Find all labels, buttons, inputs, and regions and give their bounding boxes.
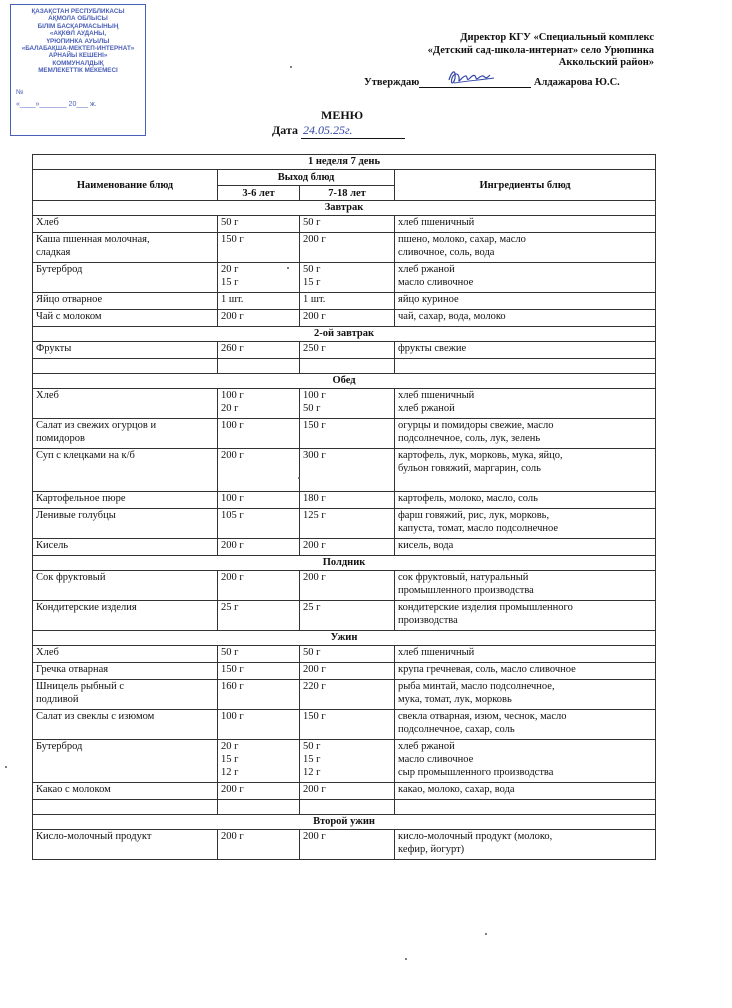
portion-7-18-line: 220 г bbox=[303, 681, 326, 692]
dish-name bbox=[33, 830, 218, 860]
portion-3-6 bbox=[218, 680, 300, 710]
scan-speck bbox=[5, 766, 7, 768]
portion-3-6-line: 100 г bbox=[221, 390, 244, 401]
date-value: 24.05.25г. bbox=[301, 123, 405, 139]
portion-7-18-line: 15 г bbox=[303, 754, 321, 765]
ingredients-line: хлеб пшеничный bbox=[398, 390, 475, 401]
portion-3-6-line: 260 г bbox=[221, 343, 244, 354]
menu-row bbox=[33, 293, 656, 310]
dish-name-line: Шницель рыбный с bbox=[36, 681, 124, 692]
dish-name bbox=[33, 293, 218, 310]
ingredients-line: масло сливочное bbox=[398, 277, 474, 288]
section-row bbox=[33, 631, 656, 646]
approval-line-1: Директор КГУ «Специальный комплекс bbox=[460, 32, 654, 43]
stamp-line: ҮРЮПИНКА АУЫЛЫ bbox=[46, 37, 110, 45]
ingredients bbox=[395, 783, 656, 800]
portion-7-18-line: 100 г bbox=[303, 390, 326, 401]
dish-name-line: Хлеб bbox=[36, 647, 59, 658]
empty-cell bbox=[395, 359, 656, 374]
dish-name bbox=[33, 216, 218, 233]
section-title: Завтрак bbox=[33, 201, 656, 216]
menu-row bbox=[33, 310, 656, 327]
dish-name bbox=[33, 263, 218, 293]
scan-speck bbox=[298, 477, 300, 479]
empty-row bbox=[33, 800, 656, 815]
portion-3-6-line: 15 г bbox=[221, 754, 239, 765]
menu-row bbox=[33, 680, 656, 710]
date-line bbox=[272, 123, 405, 139]
portion-3-6 bbox=[218, 449, 300, 492]
portion-7-18-line: 200 г bbox=[303, 572, 326, 583]
portion-3-6 bbox=[218, 571, 300, 601]
portion-7-18 bbox=[300, 449, 395, 492]
portion-7-18 bbox=[300, 419, 395, 449]
ingredients-line: хлеб пшеничный bbox=[398, 217, 475, 228]
dish-name bbox=[33, 680, 218, 710]
menu-row bbox=[33, 216, 656, 233]
portion-7-18 bbox=[300, 263, 395, 293]
ingredients bbox=[395, 310, 656, 327]
portion-3-6-line: 12 г bbox=[221, 767, 239, 778]
ingredients-line: подсолнечное, сахар, соль bbox=[398, 724, 515, 735]
ingredients-line: производства bbox=[398, 615, 458, 626]
dish-name-line: Кондитерские изделия bbox=[36, 602, 137, 613]
dish-name-line: Хлеб bbox=[36, 217, 59, 228]
portion-3-6-line: 200 г bbox=[221, 311, 244, 322]
dish-name bbox=[33, 783, 218, 800]
approval-line-2: «Детский сад-школа-интернат» село Урюпинка bbox=[427, 44, 654, 56]
portion-3-6 bbox=[218, 342, 300, 359]
portion-3-6 bbox=[218, 601, 300, 631]
section-row bbox=[33, 815, 656, 830]
portion-3-6-line: 100 г bbox=[221, 420, 244, 431]
portion-7-18-line: 125 г bbox=[303, 510, 326, 521]
portion-3-6-line: 100 г bbox=[221, 711, 244, 722]
portion-7-18 bbox=[300, 342, 395, 359]
portion-3-6 bbox=[218, 646, 300, 663]
portion-7-18-line: 50 г bbox=[303, 741, 321, 752]
portion-7-18 bbox=[300, 216, 395, 233]
menu-row bbox=[33, 710, 656, 740]
portion-7-18-line: 1 шт. bbox=[303, 294, 326, 305]
ingredients bbox=[395, 509, 656, 539]
portion-7-18-line: 250 г bbox=[303, 343, 326, 354]
dish-name-line: Салат из свежих огурцов и bbox=[36, 420, 157, 431]
dish-name-line: подливой bbox=[36, 694, 79, 705]
menu-row bbox=[33, 539, 656, 556]
portion-7-18-line: 25 г bbox=[303, 602, 321, 613]
stamp-line: МЕМЛЕКЕТТІК МЕКЕМЕСІ bbox=[38, 67, 118, 75]
ingredients-line: картофель, лук, морковь, мука, яйцо, bbox=[398, 450, 563, 461]
ingredients-line: пшено, молоко, сахар, масло bbox=[398, 234, 526, 245]
portion-7-18 bbox=[300, 601, 395, 631]
ingredients-line: хлеб ржаной bbox=[398, 403, 455, 414]
col-header-output: Выход блюд bbox=[218, 170, 395, 186]
dish-name-line: Картофельное пюре bbox=[36, 493, 126, 504]
portion-3-6 bbox=[218, 663, 300, 680]
stamp-line: АҚМОЛА ОБЛЫСЫ bbox=[48, 15, 108, 23]
portion-3-6-line: 200 г bbox=[221, 540, 244, 551]
section-row bbox=[33, 327, 656, 342]
portion-7-18 bbox=[300, 310, 395, 327]
portion-7-18-line: 50 г bbox=[303, 647, 321, 658]
empty-cell bbox=[395, 800, 656, 815]
portion-7-18 bbox=[300, 509, 395, 539]
portion-7-18-line: 50 г bbox=[303, 403, 321, 414]
stamp-line: «БАЛАБАҚША-МЕКТЕП-ИНТЕРНАТ» bbox=[21, 45, 135, 53]
menu-row bbox=[33, 601, 656, 631]
ingredients bbox=[395, 216, 656, 233]
portion-3-6-line: 200 г bbox=[221, 784, 244, 795]
dish-name bbox=[33, 389, 218, 419]
empty-row bbox=[33, 359, 656, 374]
menu-row bbox=[33, 492, 656, 509]
col-header-dish: Наименование блюд bbox=[33, 170, 218, 201]
dish-name-line: Какао с молоком bbox=[36, 784, 111, 795]
menu-row bbox=[33, 783, 656, 800]
portion-3-6-line: 50 г bbox=[221, 217, 239, 228]
portion-7-18 bbox=[300, 646, 395, 663]
portion-3-6-line: 15 г bbox=[221, 277, 239, 288]
scan-speck bbox=[485, 933, 487, 935]
portion-3-6-line: 150 г bbox=[221, 234, 244, 245]
portion-3-6 bbox=[218, 293, 300, 310]
portion-7-18 bbox=[300, 571, 395, 601]
ingredients bbox=[395, 449, 656, 492]
director-name: Алдажарова Ю.С. bbox=[533, 77, 620, 88]
empty-cell bbox=[33, 359, 218, 374]
stamp-date-line: «____»_______ 20___ ж. bbox=[16, 101, 97, 109]
dish-name bbox=[33, 509, 218, 539]
dish-name bbox=[33, 663, 218, 680]
portion-3-6 bbox=[218, 539, 300, 556]
ingredients bbox=[395, 342, 656, 359]
portion-3-6 bbox=[218, 389, 300, 419]
dish-name-line: Суп с клецками на к/б bbox=[36, 450, 135, 461]
stamp-line: АРНАЙЫ КЕШЕНІ» bbox=[48, 52, 108, 60]
dish-name bbox=[33, 449, 218, 492]
dish-name bbox=[33, 539, 218, 556]
ingredients-line: рыба минтай, масло подсолнечное, bbox=[398, 681, 555, 692]
section-title: Второй ужин bbox=[33, 815, 656, 830]
portion-7-18 bbox=[300, 539, 395, 556]
menu-row bbox=[33, 830, 656, 860]
ingredients-line: хлеб пшеничный bbox=[398, 647, 475, 658]
dish-name-line: Салат из свеклы с изюмом bbox=[36, 711, 155, 722]
portion-3-6 bbox=[218, 830, 300, 860]
empty-cell bbox=[218, 359, 300, 374]
dish-name-line: Чай с молоком bbox=[36, 311, 102, 322]
dish-name bbox=[33, 233, 218, 263]
stamp-line: БІЛІМ БАСҚАРМАСЫНЫҢ bbox=[37, 22, 119, 30]
portion-3-6 bbox=[218, 419, 300, 449]
col-header-age-3-6: 3-6 лет bbox=[218, 186, 300, 201]
portion-7-18 bbox=[300, 680, 395, 710]
menu-row bbox=[33, 509, 656, 539]
dish-name-line: Яйцо отварное bbox=[36, 294, 103, 305]
portion-3-6 bbox=[218, 492, 300, 509]
ingredients-line: хлеб ржаной bbox=[398, 264, 455, 275]
ingredients bbox=[395, 740, 656, 783]
portion-3-6-line: 100 г bbox=[221, 493, 244, 504]
scan-speck bbox=[290, 66, 292, 68]
ingredients bbox=[395, 263, 656, 293]
ingredients-line: чай, сахар, вода, молоко bbox=[398, 311, 506, 322]
portion-3-6-line: 150 г bbox=[221, 664, 244, 675]
director-signature bbox=[446, 66, 496, 88]
portion-7-18 bbox=[300, 233, 395, 263]
dish-name-line: помидоров bbox=[36, 433, 85, 444]
ingredients-line: свекла отварная, изюм, чеснок, масло bbox=[398, 711, 567, 722]
section-row bbox=[33, 556, 656, 571]
approval-line-3: Аккольский район» bbox=[558, 57, 654, 68]
ingredients-line: подсолнечное, соль, лук, зелень bbox=[398, 433, 541, 444]
empty-cell bbox=[300, 800, 395, 815]
dish-name-line: Фрукты bbox=[36, 343, 72, 354]
menu-title: МЕНЮ bbox=[321, 108, 364, 122]
ingredients bbox=[395, 646, 656, 663]
portion-3-6 bbox=[218, 310, 300, 327]
dish-name bbox=[33, 310, 218, 327]
portion-7-18-line: 200 г bbox=[303, 540, 326, 551]
portion-3-6 bbox=[218, 783, 300, 800]
official-stamp bbox=[10, 4, 146, 136]
empty-cell bbox=[218, 800, 300, 815]
portion-7-18 bbox=[300, 710, 395, 740]
dish-name bbox=[33, 740, 218, 783]
portion-3-6-line: 20 г bbox=[221, 264, 239, 275]
portion-3-6 bbox=[218, 710, 300, 740]
portion-3-6-line: 105 г bbox=[221, 510, 244, 521]
ingredients-line: сок фруктовый, натуральный bbox=[398, 572, 529, 583]
ingredients bbox=[395, 663, 656, 680]
ingredients-line: масло сливочное bbox=[398, 754, 474, 765]
ingredients-line: кисель, вода bbox=[398, 540, 454, 551]
dish-name-line: Гречка отварная bbox=[36, 664, 109, 675]
dish-name-line: Бутерброд bbox=[36, 264, 83, 275]
ingredients-line: хлеб ржаной bbox=[398, 741, 455, 752]
portion-3-6-line: 50 г bbox=[221, 647, 239, 658]
menu-row bbox=[33, 389, 656, 419]
portion-3-6-line: 200 г bbox=[221, 572, 244, 583]
section-title: Полдник bbox=[33, 556, 656, 571]
portion-7-18-line: 200 г bbox=[303, 784, 326, 795]
menu-row bbox=[33, 740, 656, 783]
menu-body bbox=[33, 201, 656, 860]
empty-cell bbox=[300, 359, 395, 374]
ingredients-line: бульон говяжий, маргарин, соль bbox=[398, 463, 541, 474]
menu-row bbox=[33, 663, 656, 680]
portion-7-18 bbox=[300, 663, 395, 680]
portion-7-18-line: 200 г bbox=[303, 831, 326, 842]
approve-label: Утверждаю bbox=[364, 77, 420, 88]
week-day-header: 1 неделя 7 день bbox=[33, 155, 656, 170]
dish-name-line: Ленивые голубцы bbox=[36, 510, 116, 521]
portion-7-18-line: 150 г bbox=[303, 420, 326, 431]
menu-row bbox=[33, 263, 656, 293]
dish-name-line: Хлеб bbox=[36, 390, 59, 401]
dish-name bbox=[33, 342, 218, 359]
portion-3-6 bbox=[218, 216, 300, 233]
dish-name-line: Каша пшенная молочная, bbox=[36, 234, 150, 245]
menu-row bbox=[33, 419, 656, 449]
portion-3-6 bbox=[218, 740, 300, 783]
section-title: Обед bbox=[33, 374, 656, 389]
empty-cell bbox=[33, 800, 218, 815]
dish-name bbox=[33, 419, 218, 449]
menu-table bbox=[32, 154, 656, 860]
portion-3-6-line: 200 г bbox=[221, 831, 244, 842]
dish-name bbox=[33, 571, 218, 601]
ingredients-line: кефир, йогурт) bbox=[398, 844, 465, 855]
ingredients-line: промышленного производства bbox=[398, 585, 534, 596]
col-header-ingredients: Ингредиенты блюд bbox=[395, 170, 656, 201]
stamp-number-label: № bbox=[16, 88, 24, 96]
ingredients-line: кисло-молочный продукт (молоко, bbox=[398, 831, 553, 842]
section-title: 2-ой завтрак bbox=[33, 327, 656, 342]
menu-row bbox=[33, 646, 656, 663]
portion-3-6-line: 200 г bbox=[221, 450, 244, 461]
ingredients-line: огурцы и помидоры свежие, масло bbox=[398, 420, 554, 431]
portion-3-6-line: 25 г bbox=[221, 602, 239, 613]
ingredients bbox=[395, 571, 656, 601]
section-row bbox=[33, 201, 656, 216]
menu-row bbox=[33, 449, 656, 492]
ingredients-line: картофель, молоко, масло, соль bbox=[398, 493, 538, 504]
portion-7-18-line: 180 г bbox=[303, 493, 326, 504]
col-header-age-7-18: 7-18 лет bbox=[300, 186, 395, 201]
approval-block bbox=[354, 32, 654, 70]
dish-name-line: сладкая bbox=[36, 247, 71, 258]
portion-7-18 bbox=[300, 293, 395, 310]
section-row bbox=[33, 374, 656, 389]
ingredients-line: фрукты свежие bbox=[398, 343, 467, 354]
ingredients bbox=[395, 710, 656, 740]
portion-7-18-line: 15 г bbox=[303, 277, 321, 288]
ingredients-line: кондитерские изделия промышленного bbox=[398, 602, 573, 613]
portion-7-18-line: 200 г bbox=[303, 311, 326, 322]
stamp-line: ҚАЗАҚСТАН РЕСПУБЛИКАСЫ bbox=[31, 8, 125, 15]
section-title: Ужин bbox=[33, 631, 656, 646]
ingredients bbox=[395, 233, 656, 263]
ingredients-line: фарш говяжий, рис, лук, морковь, bbox=[398, 510, 550, 521]
portion-7-18-line: 12 г bbox=[303, 767, 321, 778]
dish-name-line: Сок фруктовый bbox=[36, 572, 106, 583]
ingredients-line: крупа гречневая, соль, масло сливочное bbox=[398, 664, 576, 675]
dish-name-line: Кисло-молочный продукт bbox=[36, 831, 152, 842]
dish-name-line: Бутерброд bbox=[36, 741, 83, 752]
dish-name bbox=[33, 646, 218, 663]
portion-7-18 bbox=[300, 740, 395, 783]
ingredients bbox=[395, 293, 656, 310]
portion-7-18 bbox=[300, 492, 395, 509]
portion-7-18-line: 200 г bbox=[303, 664, 326, 675]
portion-7-18-line: 200 г bbox=[303, 234, 326, 245]
portion-3-6-line: 1 шт. bbox=[221, 294, 244, 305]
portion-3-6-line: 20 г bbox=[221, 741, 239, 752]
date-label: Дата bbox=[272, 123, 298, 137]
menu-row bbox=[33, 571, 656, 601]
ingredients-line: какао, молоко, сахар, вода bbox=[398, 784, 515, 795]
ingredients-line: сливочное, соль, вода bbox=[398, 247, 495, 258]
ingredients bbox=[395, 389, 656, 419]
dish-name-line: Кисель bbox=[36, 540, 69, 551]
portion-3-6 bbox=[218, 509, 300, 539]
ingredients bbox=[395, 601, 656, 631]
ingredients bbox=[395, 539, 656, 556]
portion-7-18-line: 50 г bbox=[303, 217, 321, 228]
ingredients bbox=[395, 419, 656, 449]
dish-name bbox=[33, 710, 218, 740]
ingredients-line: мука, томат, лук, морковь bbox=[398, 694, 512, 705]
scan-speck bbox=[405, 958, 407, 960]
portion-7-18-line: 300 г bbox=[303, 450, 326, 461]
ingredients bbox=[395, 492, 656, 509]
portion-3-6-line: 20 г bbox=[221, 403, 239, 414]
ingredients-line: яйцо куриное bbox=[398, 294, 459, 305]
dish-name bbox=[33, 492, 218, 509]
portion-3-6 bbox=[218, 233, 300, 263]
ingredients bbox=[395, 830, 656, 860]
stamp-line: КОММУНАЛДЫҚ bbox=[52, 59, 104, 67]
dish-name bbox=[33, 601, 218, 631]
portion-7-18-line: 50 г bbox=[303, 264, 321, 275]
portion-7-18 bbox=[300, 389, 395, 419]
portion-7-18-line: 150 г bbox=[303, 711, 326, 722]
ingredients bbox=[395, 680, 656, 710]
scan-speck bbox=[287, 267, 289, 269]
portion-3-6-line: 160 г bbox=[221, 681, 244, 692]
ingredients-line: капуста, томат, масло подсолнечное bbox=[398, 523, 559, 534]
portion-7-18 bbox=[300, 830, 395, 860]
menu-row bbox=[33, 342, 656, 359]
stamp-text bbox=[11, 8, 145, 75]
stamp-line: «АҚКӨЛ АУДАНЫ, bbox=[49, 30, 107, 38]
ingredients-line: сыр промышленного производства bbox=[398, 767, 554, 778]
portion-7-18 bbox=[300, 783, 395, 800]
menu-row bbox=[33, 233, 656, 263]
